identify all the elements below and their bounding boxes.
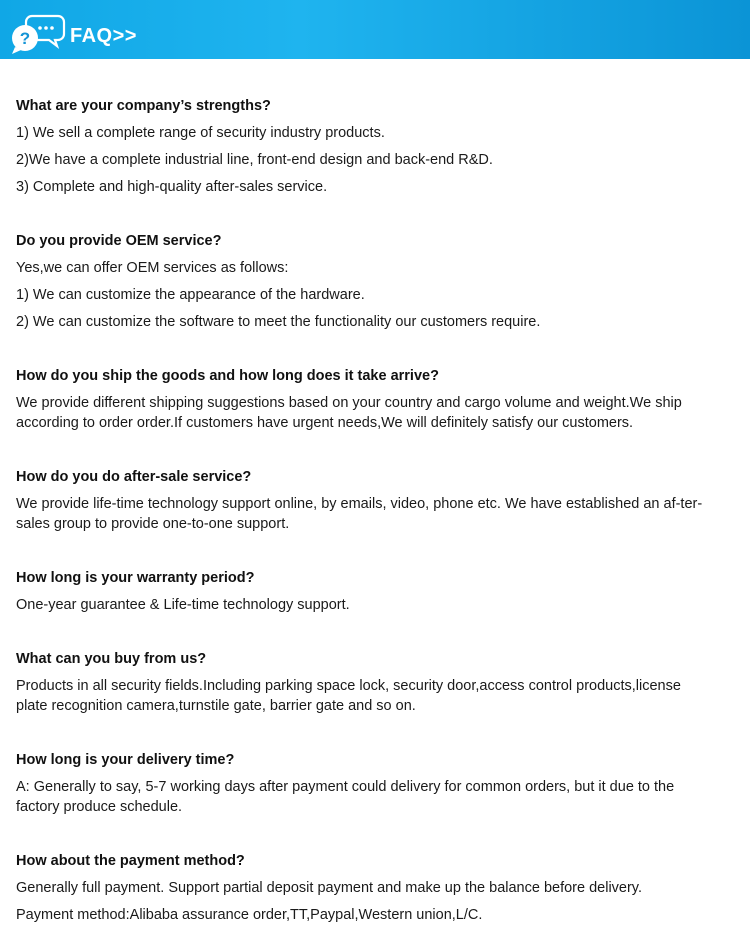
faq-item [16, 750, 716, 817]
faq-question: What can you buy from us? [16, 651, 207, 667]
faq-question: What are your company’s strengths? [16, 98, 271, 114]
faq-title: FAQ>> [70, 25, 137, 47]
faq-answer: Payment method:Alibaba assurance order,TT,Paypal,Western union,L/C. [16, 907, 483, 923]
faq-item [16, 649, 716, 716]
faq-answer: One-year guarantee & Life-time technology support. [16, 597, 350, 613]
faq-item [16, 851, 716, 925]
faq-list [16, 96, 716, 925]
faq-question: How about the payment method? [16, 853, 245, 869]
faq-answer: 2) We can customize the software to meet the functionality our customers require. [16, 314, 541, 330]
faq-question: How long is your warranty period? [16, 570, 255, 586]
faq-answer: Generally full payment. Support partial deposit payment and make up the balance before delivery. [16, 880, 643, 896]
faq-answer: We provide life-time technology support online, by emails, video, phone etc. We have established an af-ter-sales group to provide one-to-one support. [16, 496, 703, 532]
faq-question: How do you ship the goods and how long does it take arrive? [16, 368, 439, 384]
faq-answer: Yes,we can offer OEM services as follows: [16, 260, 289, 276]
svg-text:?: ? [19, 29, 31, 48]
faq-answer: Products in all security fields.Including parking space lock, security door,access control products,license plate recognition camera,turnstile gate, barrier gate and so on. [16, 678, 681, 714]
faq-question: How long is your delivery time? [16, 752, 235, 768]
faq-item [16, 366, 716, 433]
faq-answer: 1) We can customize the appearance of the hardware. [16, 287, 365, 303]
faq-answer: 1) We sell a complete range of security industry products. [16, 125, 385, 141]
faq-answer: 2)We have a complete industrial line, front-end design and back-end R&D. [16, 152, 493, 168]
faq-answer: A: Generally to say, 5-7 working days after payment could delivery for common orders, but it due to the factory produce schedule. [16, 779, 675, 815]
faq-answer: We provide different shipping suggestions based on your country and cargo volume and weight.We ship according to order order.If customers have urgent needs,We will definitely satisfy our customers. [16, 395, 682, 431]
faq-item [16, 467, 716, 534]
faq-answer: 3) Complete and high-quality after-sales service. [16, 179, 328, 195]
faq-item [16, 231, 716, 332]
faq-item [16, 568, 716, 615]
faq-question: Do you provide OEM service? [16, 233, 222, 249]
faq-item [16, 96, 716, 197]
faq-question: How do you do after-sale service? [16, 469, 252, 485]
faq-banner [0, 0, 750, 59]
question-speech-bubble-icon [10, 14, 66, 56]
